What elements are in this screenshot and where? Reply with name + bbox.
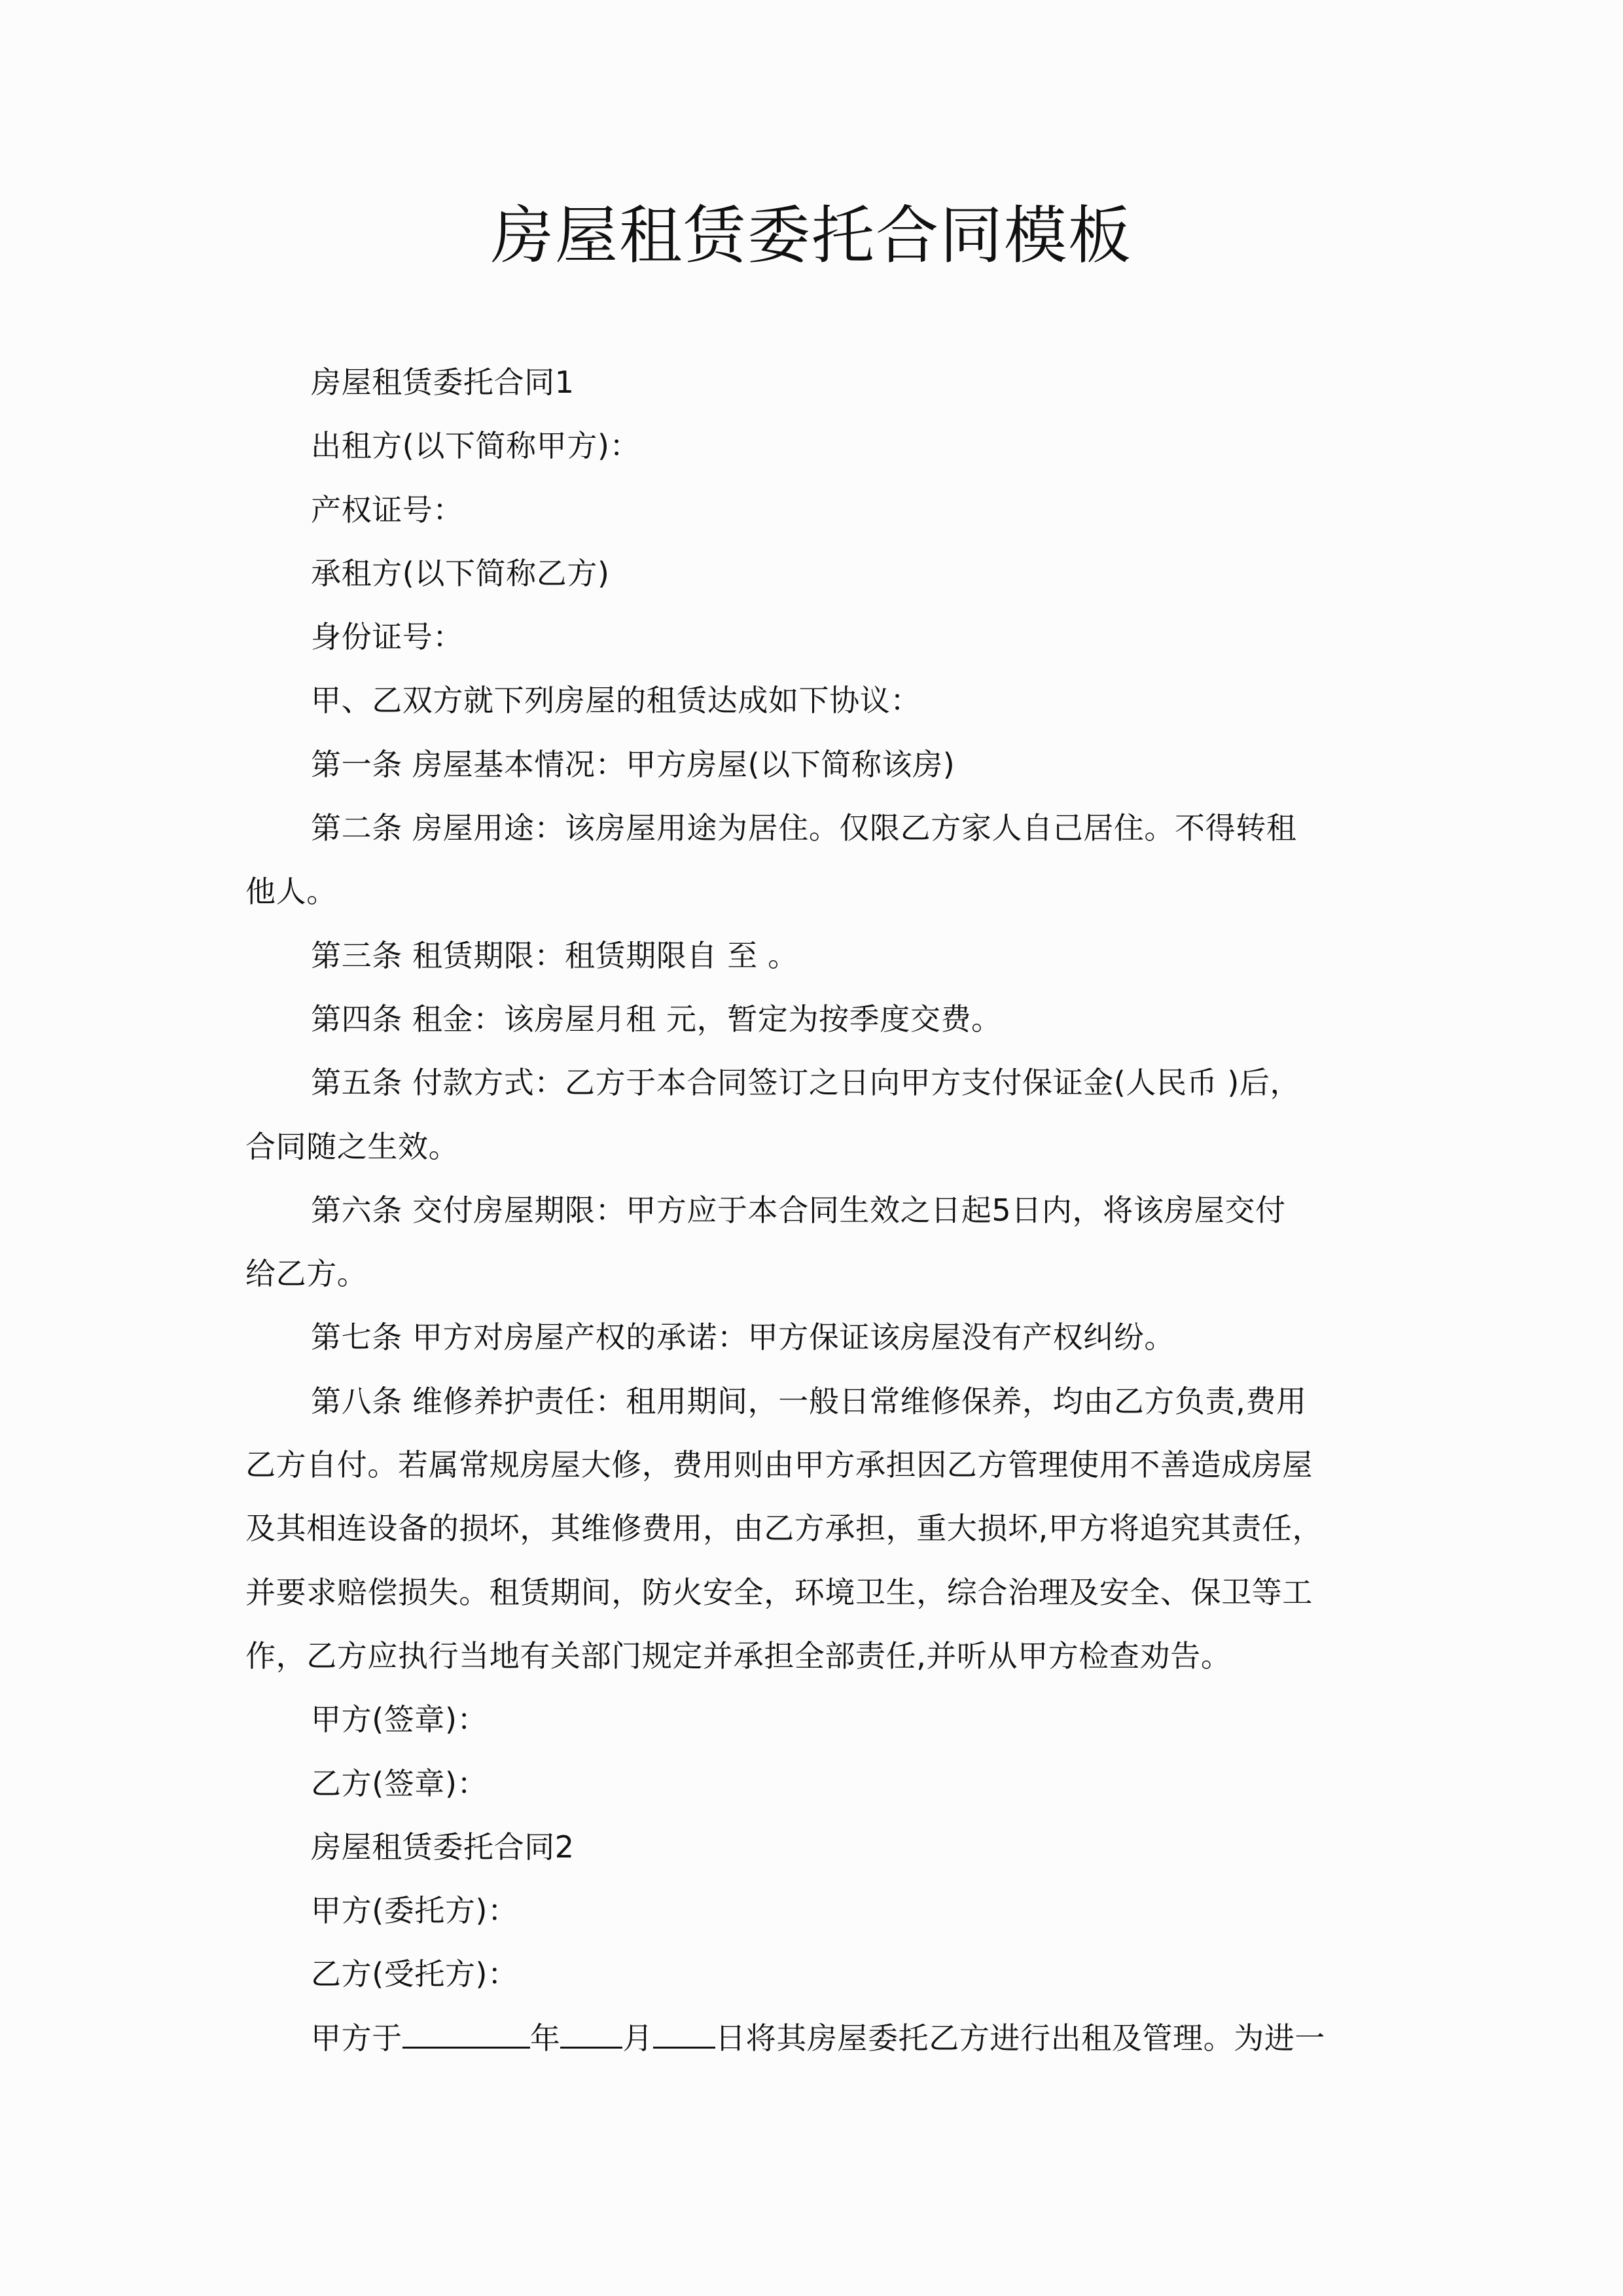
- article-2-line-2: 他人。: [245, 874, 337, 910]
- article-2-line-1: 第二条 房屋用途：该房屋用途为居住。仅限乙方家人自己居住。不得转租: [311, 810, 1297, 846]
- article-3: 第三条 租赁期限：租赁期限自 至 。: [311, 937, 798, 973]
- document-body: [245, 351, 1384, 2070]
- article-4: 第四条 租金：该房屋月租 元，暂定为按季度交费。: [311, 1001, 1002, 1037]
- article-8-line-5: 作，乙方应执行当地有关部门规定并承担全部责任,并听从甲方检查劝告。: [245, 1638, 1232, 1674]
- month-blank[interactable]: [560, 2020, 622, 2049]
- signature-party-a: 甲方(签章)：: [311, 1702, 488, 1738]
- principal-party-field: 甲方(委托方)：: [311, 1893, 518, 1929]
- article-8-line-2: 乙方自付。若属常规房屋大修，费用则由甲方承担因乙方管理使用不善造成房屋: [245, 1447, 1313, 1483]
- contract2-heading: 房屋租赁委托合同2: [311, 1829, 575, 1865]
- property-cert-field: 产权证号：: [311, 492, 463, 528]
- article-8-line-3: 及其相连设备的损坏，其维修费用，由乙方承担，重大损坏,甲方将追究其责任，: [245, 1511, 1323, 1547]
- month-label: 月: [622, 2020, 654, 2056]
- article-8-line-1: 第八条 维修养护责任：租用期间，一般日常维修保养，均由乙方负责,费用: [311, 1383, 1307, 1419]
- delegation-clause: [245, 2007, 1384, 2070]
- article-6-line-2: 给乙方。: [245, 1256, 368, 1292]
- clause-suffix: 日将其房屋委托乙方进行出租及管理。为进一: [715, 2020, 1326, 2056]
- article-6-line-1: 第六条 交付房屋期限：甲方应于本合同生效之日起5日内，将该房屋交付: [311, 1192, 1286, 1228]
- day-blank[interactable]: [653, 2020, 715, 2049]
- signature-party-b: 乙方(签章)：: [311, 1765, 488, 1801]
- agreement-intro: 甲、乙双方就下列房屋的租赁达成如下协议：: [311, 683, 921, 719]
- lessee-field: 承租方(以下简称乙方): [311, 555, 610, 591]
- lessor-field: 出租方(以下简称甲方)：: [311, 428, 641, 464]
- article-5-line-1: 第五条 付款方式：乙方于本合同签订之日向甲方支付保证金(人民币 )后，: [311, 1065, 1301, 1101]
- contract1-heading: 房屋租赁委托合同1: [311, 365, 575, 400]
- article-7: 第七条 甲方对房屋产权的承诺：甲方保证该房屋没有产权纠纷。: [311, 1319, 1175, 1355]
- clause-prefix: 甲方于: [311, 2020, 402, 2056]
- article-8-line-4: 并要求赔偿损失。租赁期间，防火安全，环境卫生，综合治理及安全、保卫等工: [245, 1574, 1313, 1610]
- year-blank[interactable]: [402, 2020, 530, 2049]
- document-title: 房屋租赁委托合同模板: [491, 199, 1132, 272]
- article-5-line-2: 合同随之生效。: [245, 1128, 459, 1164]
- year-label: 年: [529, 2020, 561, 2056]
- article-1: 第一条 房屋基本情况：甲方房屋(以下简称该房): [311, 746, 955, 782]
- id-number-field: 身份证号：: [311, 619, 463, 655]
- agent-party-field: 乙方(受托方)：: [311, 1956, 518, 1992]
